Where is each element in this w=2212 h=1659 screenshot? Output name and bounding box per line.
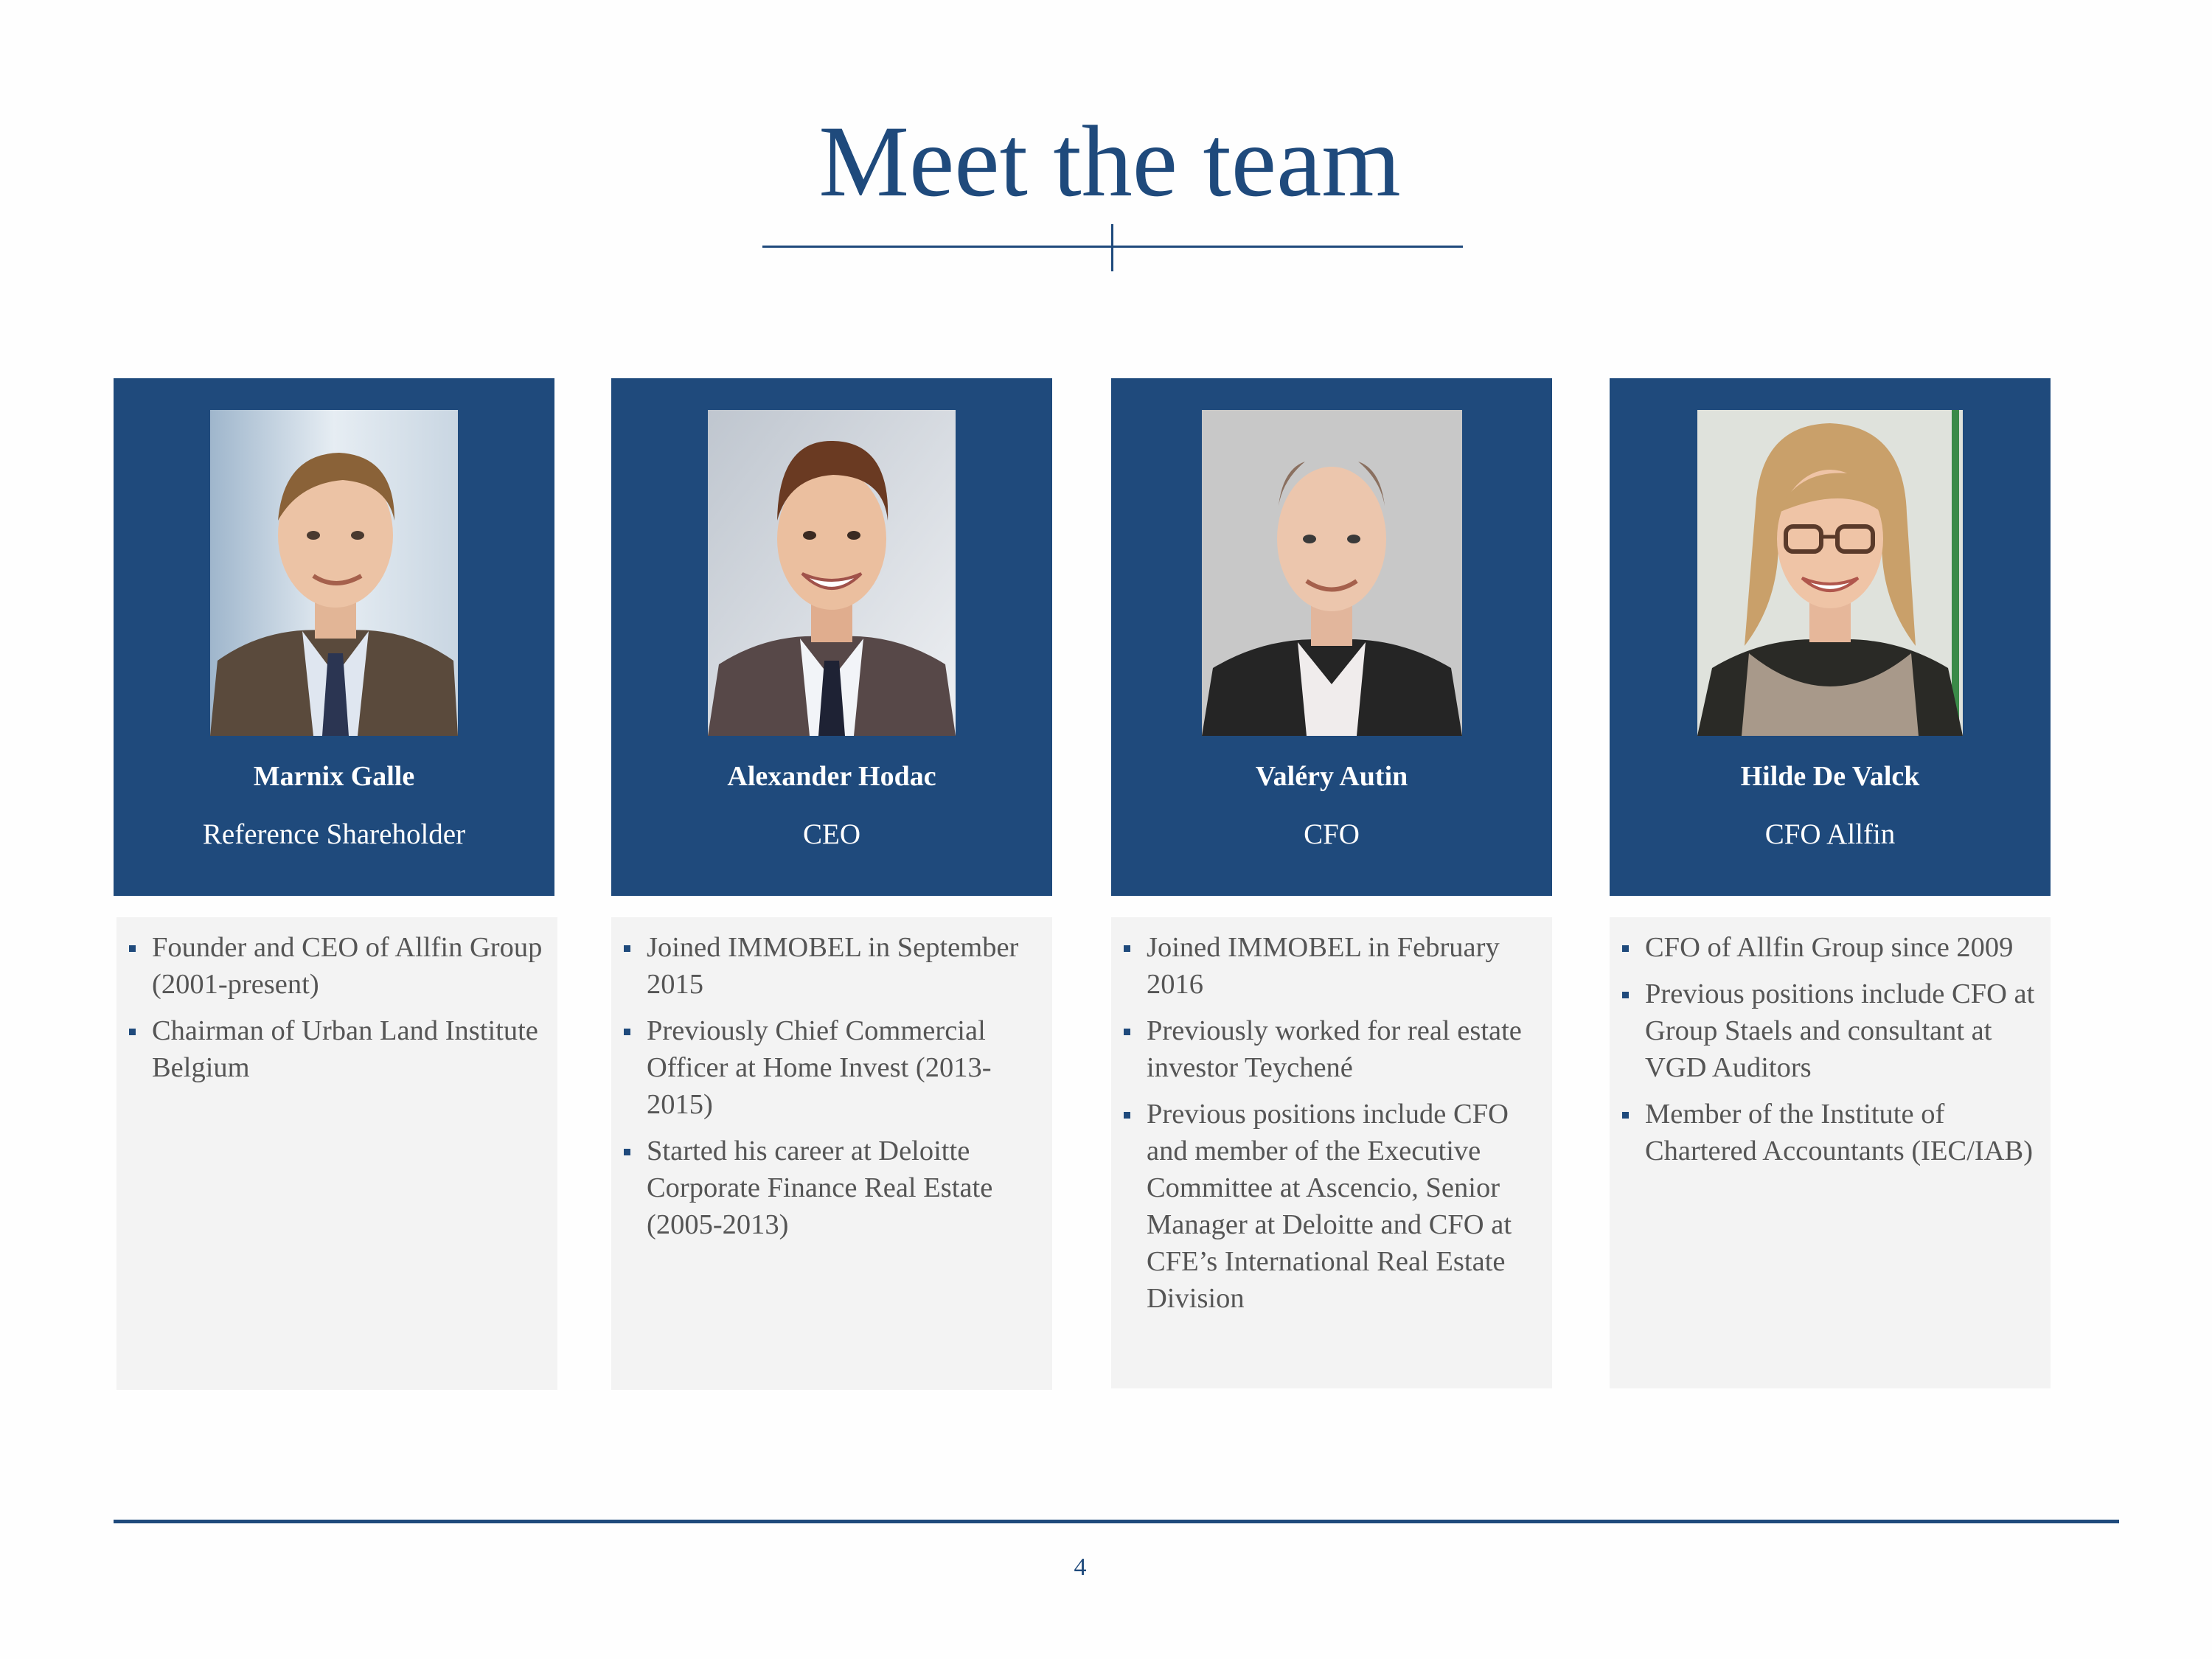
bullet-item: Previous positions include CFO and member of the Executive Committee at Ascencio, Senior Manager at Deloitte and CFO at CFE’s International Real Estate Division bbox=[1147, 1096, 1542, 1317]
member-role: CFO Allfin bbox=[1764, 818, 1896, 850]
bullet-item: Previously Chief Commercial Officer at Home Invest (2013-2015) bbox=[647, 1012, 1042, 1123]
bullet-list bbox=[116, 917, 557, 1086]
bullet-item: Started his career at Deloitte Corporate Finance Real Estate (2005-2013) bbox=[647, 1133, 1042, 1243]
team-card-details-marnix-galle bbox=[116, 917, 557, 1390]
member-role: Reference Shareholder bbox=[202, 818, 466, 850]
bullet-item: Previous positions include CFO at Group Staels and consultant at VGD Auditors bbox=[1645, 975, 2040, 1086]
bullet-list bbox=[611, 917, 1052, 1243]
page-title: Meet the team bbox=[818, 105, 1401, 218]
team-card-details-valery-autin bbox=[1111, 917, 1552, 1388]
bullet-list bbox=[1610, 917, 2051, 1169]
member-name: Valéry Autin bbox=[1255, 761, 1408, 792]
bullet-item: Founder and CEO of Allfin Group (2001-present) bbox=[152, 929, 547, 1003]
bullet-item: Previously worked for real estate investor Teychené bbox=[1147, 1012, 1542, 1086]
page-number: 4 bbox=[1074, 1554, 1087, 1581]
team-card-details-alexander-hodac bbox=[611, 917, 1052, 1390]
bullet-list bbox=[1111, 917, 1552, 1317]
member-role: CEO bbox=[803, 818, 860, 850]
team-card-header-valery-autin bbox=[1111, 378, 1552, 896]
bullet-item: Joined IMMOBEL in February 2016 bbox=[1147, 929, 1542, 1003]
team-card-details-hilde-de-valck bbox=[1610, 917, 2051, 1388]
footer-divider bbox=[114, 1520, 2119, 1523]
bullet-item: Member of the Institute of Chartered Accountants (IEC/IAB) bbox=[1645, 1096, 2040, 1169]
member-name: Hilde De Valck bbox=[1740, 761, 1920, 792]
portrait-photo bbox=[210, 410, 458, 736]
member-role: CFO bbox=[1304, 818, 1360, 850]
team-card-header-hilde-de-valck bbox=[1610, 378, 2051, 896]
team-card-header-marnix-galle bbox=[114, 378, 554, 896]
title-divider-tick bbox=[1111, 224, 1113, 271]
bullet-item: CFO of Allfin Group since 2009 bbox=[1645, 929, 2040, 966]
bullet-item: Joined IMMOBEL in September 2015 bbox=[647, 929, 1042, 1003]
portrait-photo bbox=[1202, 410, 1462, 736]
member-name: Alexander Hodac bbox=[727, 761, 936, 792]
member-name: Marnix Galle bbox=[253, 761, 415, 792]
portrait-photo bbox=[1697, 410, 1963, 736]
bullet-item: Chairman of Urban Land Institute Belgium bbox=[152, 1012, 547, 1086]
team-card-header-alexander-hodac bbox=[611, 378, 1052, 896]
portrait-photo bbox=[708, 410, 956, 736]
